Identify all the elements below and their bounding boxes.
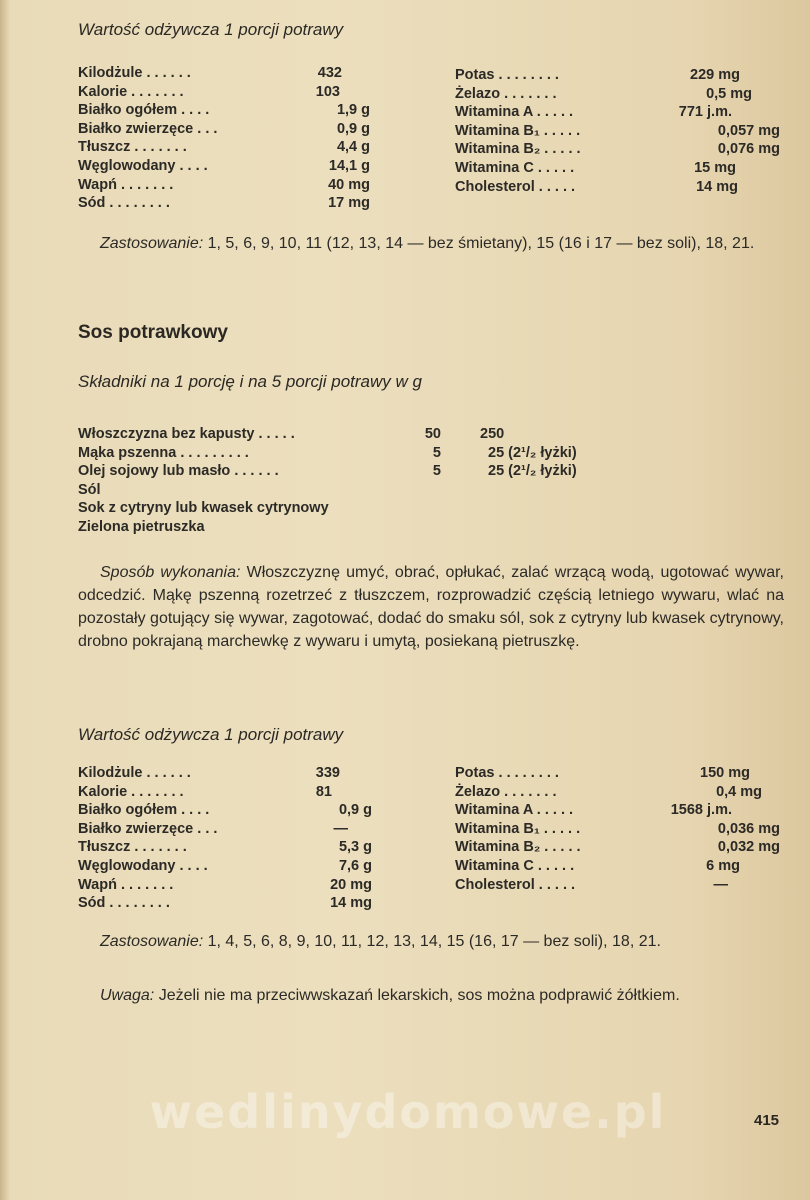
nutrient-label: Tłuszcz . . . . . . .	[78, 139, 187, 156]
nutrient-label: Sód . . . . . . . .	[78, 895, 170, 912]
nutrient-label: Witamina B₁ . . . . .	[455, 820, 581, 837]
nutrient-value: 0,032 mg	[717, 839, 780, 856]
method-label: Sposób wykonania:	[100, 564, 241, 581]
ingredient-amount-5: 25 (2¹/₂ łyżki)	[488, 463, 577, 480]
nutrition-table-2-left	[78, 764, 370, 913]
nutrition-row	[455, 876, 780, 895]
nutrient-label: Węglowodany . . . .	[78, 857, 208, 874]
nutrient-label: Węglowodany . . . .	[78, 157, 208, 174]
nutrient-label: Białko zwierzęce . . .	[78, 820, 218, 837]
nutrient-label: Wapń . . . . . . .	[78, 176, 174, 193]
usage-paragraph-1	[78, 232, 784, 255]
nutrition-row	[455, 783, 780, 802]
nutrient-value: 0,9 g	[338, 802, 372, 819]
nutrient-label: Kalorie . . . . . . .	[78, 783, 184, 800]
page-number: 415	[754, 1112, 780, 1129]
nutrient-value: —	[713, 876, 728, 893]
usage-label: Zastosowanie:	[100, 235, 204, 252]
nutrient-label: Wapń . . . . . . .	[78, 876, 174, 893]
nutrient-value: 14 mg	[696, 178, 738, 195]
nutrient-label: Tłuszcz . . . . . . .	[78, 839, 187, 856]
nutrient-value: 0,5 mg	[706, 85, 752, 102]
nutrition-row	[455, 178, 780, 197]
nutrition-row	[455, 857, 780, 876]
ingredient-amount-5: 25 (2¹/₂ łyżki)	[488, 444, 577, 461]
note-label: Uwaga:	[100, 987, 155, 1004]
nutrient-label: Białko zwierzęce . . .	[78, 120, 218, 137]
nutrition-row	[455, 801, 780, 820]
nutrient-value: 150 mg	[700, 765, 750, 781]
nutrient-label: Witamina C . . . . .	[455, 857, 575, 874]
nutrition-table-2-right	[455, 764, 780, 894]
nutrient-label: Żelazo . . . . . . .	[455, 85, 557, 102]
nutrition-row	[455, 103, 780, 122]
nutrient-label: Kilodżule . . . . . .	[78, 65, 191, 81]
nutrient-value: 103	[315, 83, 340, 100]
nutrition-row	[78, 801, 370, 820]
nutrient-label: Sód . . . . . . . .	[78, 195, 170, 212]
nutrition-row	[78, 857, 370, 876]
ingredient-amount-1: 5	[432, 463, 441, 480]
nutrition-row	[455, 140, 780, 159]
nutrition-row	[455, 66, 780, 85]
note-paragraph	[78, 984, 784, 1007]
ingredients-table	[78, 425, 608, 537]
nutrient-value: 20 mg	[330, 876, 372, 893]
usage-text: 1, 5, 6, 9, 10, 11 (12, 13, 14 — bez śmietany), 15 (16 i 17 — bez soli), 18, 21.	[203, 235, 755, 252]
nutrition-row	[78, 876, 370, 895]
nutrition-row	[455, 764, 780, 783]
usage-text: 1, 4, 5, 6, 8, 9, 10, 11, 12, 13, 14, 15 (16, 17 — bez soli), 18, 21.	[203, 933, 661, 950]
nutrient-value: 432	[317, 65, 342, 81]
note-text: Jeżeli nie ma przeciwwskazań lekarskich, sos można podprawić żółtkiem.	[154, 987, 680, 1004]
nutrition-row	[78, 64, 370, 83]
nutrition-row	[78, 820, 370, 839]
nutrition-heading-1: Wartość odżywcza 1 porcji potrawy	[78, 20, 344, 39]
nutrition-row	[455, 122, 780, 141]
nutrient-value: 17 mg	[328, 195, 370, 212]
ingredients-heading: Składniki na 1 porcję i na 5 porcji potrawy w g	[78, 372, 422, 391]
page-edge-shadow	[0, 0, 10, 1200]
nutrition-row	[455, 820, 780, 839]
nutrition-row	[78, 83, 370, 102]
nutrient-value: 0,057 mg	[717, 122, 780, 139]
nutrient-value: 339	[315, 765, 340, 781]
nutrient-label: Białko ogółem . . . .	[78, 102, 210, 119]
nutrient-value: 1,9 g	[336, 102, 370, 119]
ingredient-name: Mąka pszenna . . . . . . . . .	[78, 444, 249, 461]
nutrition-row	[78, 783, 370, 802]
nutrient-value: 81	[315, 783, 332, 800]
nutrient-value: 14 mg	[330, 895, 372, 912]
nutrient-label: Żelazo . . . . . . .	[455, 783, 557, 800]
method-paragraph	[78, 561, 784, 653]
nutrition-table-1-left	[78, 64, 370, 213]
nutrient-label: Kilodżule . . . . . .	[78, 765, 191, 781]
ingredient-name: Zielona pietruszka	[78, 518, 205, 535]
usage-paragraph-2	[78, 930, 784, 953]
nutrient-label: Witamina A . . . . .	[455, 104, 574, 121]
nutrient-value: 6 mg	[706, 857, 740, 874]
nutrition-row	[455, 85, 780, 104]
nutrient-value: 1568 j.m.	[670, 802, 732, 819]
nutrient-label: Witamina B₂ . . . . .	[455, 839, 581, 856]
ingredient-row	[78, 499, 608, 518]
watermark: wedlinydomowe.pl	[149, 1085, 667, 1139]
ingredient-row	[78, 444, 608, 463]
nutrient-label: Cholesterol . . . . .	[455, 178, 576, 195]
ingredient-row	[78, 462, 608, 481]
nutrient-value: 0,4 mg	[716, 783, 762, 800]
nutrition-table-1-right	[455, 66, 780, 196]
nutrient-value: 14,1 g	[328, 157, 370, 174]
ingredient-name: Włoszczyzna bez kapusty . . . . .	[78, 426, 295, 442]
method-text: Włoszczyznę umyć, obrać, opłukać, zalać wrzącą wodą, ugotować wywar, odcedzić. Mąkę pszenną rozetrzeć z tłuszczem, rozprowadzić częścią letniego wywaru, wlać na pozostały gotujący się wywar, zagotować, dodać do smaku sól, sok z cytryny lub kwasek cytrynowy, drobno pokrajaną marchewkę z wywaru i umytą, posiekaną pietruszkę.	[78, 564, 784, 650]
nutrient-label: Kalorie . . . . . . .	[78, 83, 184, 100]
nutrient-label: Witamina A . . . . .	[455, 802, 574, 819]
nutrient-value: 0,036 mg	[717, 820, 780, 837]
ingredient-amount-1: 50	[424, 426, 441, 442]
ingredient-name: Sok z cytryny lub kwasek cytrynowy	[78, 500, 329, 517]
nutrient-value: 0,076 mg	[717, 141, 780, 158]
nutrient-label: Witamina B₂ . . . . .	[455, 141, 581, 158]
nutrient-value: 7,6 g	[338, 857, 372, 874]
nutrient-label: Cholesterol . . . . .	[455, 876, 576, 893]
nutrient-value: 5,3 g	[338, 839, 372, 856]
nutrition-row	[78, 157, 370, 176]
nutrient-label: Potas . . . . . . . .	[455, 67, 559, 83]
nutrient-label: Witamina C . . . . .	[455, 159, 575, 176]
ingredient-amount-5: 250	[480, 426, 505, 442]
nutrient-label: Witamina B₁ . . . . .	[455, 122, 581, 139]
nutrient-label: Potas . . . . . . . .	[455, 765, 559, 781]
ingredient-name: Sól	[78, 481, 101, 498]
nutrition-row	[455, 838, 780, 857]
nutrition-row	[78, 194, 370, 213]
nutrition-row	[78, 838, 370, 857]
nutrient-value: 4,4 g	[336, 139, 370, 156]
nutrition-row	[455, 159, 780, 178]
nutrition-heading-2: Wartość odżywcza 1 porcji potrawy	[78, 725, 344, 744]
ingredient-row	[78, 518, 608, 537]
nutrient-value: 229 mg	[690, 67, 740, 83]
nutrition-row	[78, 120, 370, 139]
nutrition-row	[78, 176, 370, 195]
nutrient-value: 0,9 g	[336, 120, 370, 137]
nutrient-value: 40 mg	[328, 176, 370, 193]
ingredient-row	[78, 481, 608, 500]
nutrient-value: 771 j.m.	[678, 104, 732, 121]
nutrition-row	[78, 101, 370, 120]
ingredient-row	[78, 425, 608, 444]
nutrition-row	[78, 894, 370, 913]
ingredient-name: Olej sojowy lub masło . . . . . .	[78, 463, 279, 480]
nutrient-value: 15 mg	[694, 159, 736, 176]
nutrition-row	[78, 138, 370, 157]
usage-label: Zastosowanie:	[100, 933, 204, 950]
ingredient-amount-1: 5	[432, 444, 441, 461]
recipe-title: Sos potrawkowy	[78, 322, 228, 343]
nutrient-value: —	[333, 820, 348, 837]
nutrition-row	[78, 764, 370, 783]
nutrient-label: Białko ogółem . . . .	[78, 802, 210, 819]
